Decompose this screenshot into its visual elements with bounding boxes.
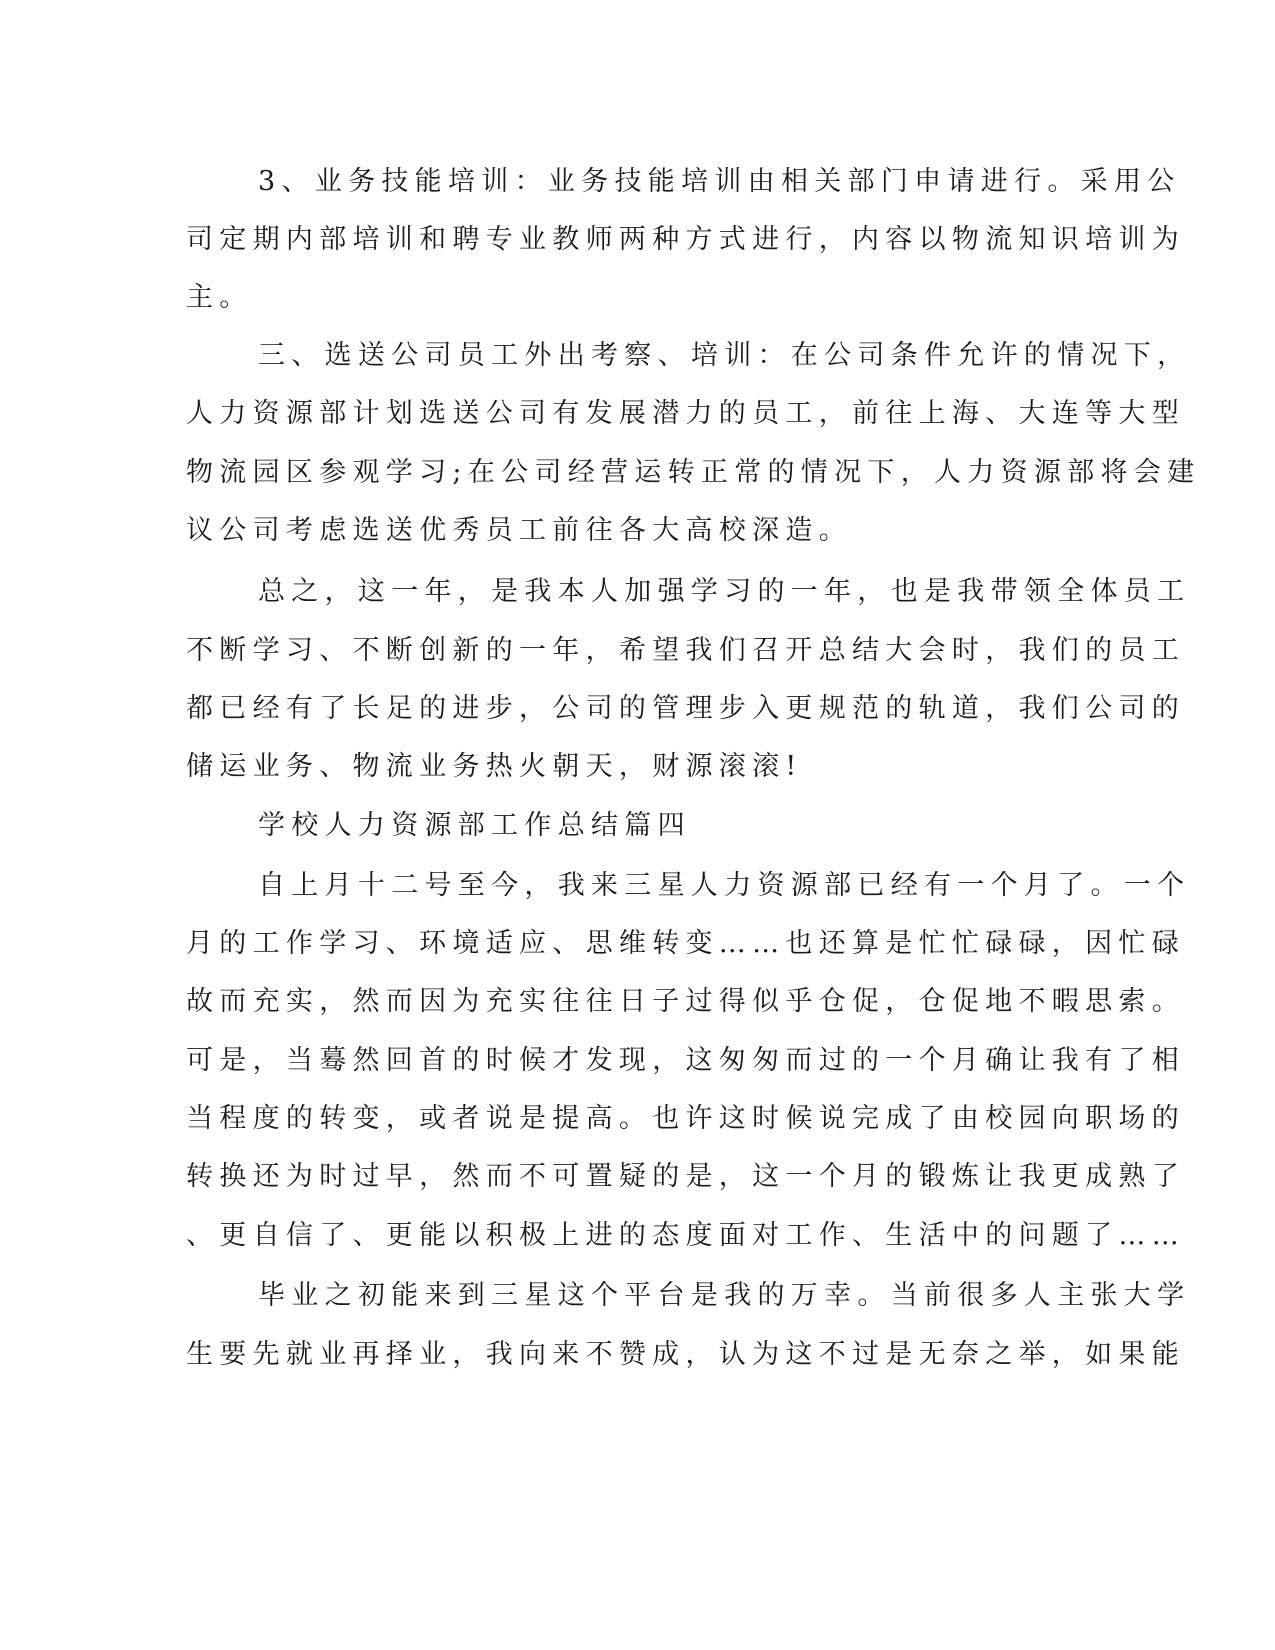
text-line: 议公司考虑选送优秀员工前往各大高校深造。: [186, 515, 852, 546]
section-heading: 学校人力资源部工作总结篇四: [258, 810, 691, 841]
text-line: 三、选送公司员工外出考察、培训：在公司条件允许的情况下，: [258, 340, 1191, 371]
text-line: 、更自信了、更能以积极上进的态度面对工作、生活中的问题了……: [186, 1220, 1185, 1251]
text-line: 故而充实，然而因为充实往往日子过得似乎仓促，仓促地不暇思索。: [186, 986, 1185, 1017]
text-line: 当程度的转变，或者说是提高。也许这时候说完成了由校园向职场的: [186, 1103, 1185, 1134]
text-line: 可是，当蓦然回首的时候才发现，这匆匆而过的一个月确让我有了相: [186, 1045, 1185, 1076]
text-line: 都已经有了长足的进步，公司的管理步入更规范的轨道，我们公司的: [186, 693, 1185, 724]
text-line: 3、业务技能培训：业务技能培训由相关部门申请进行。采用公: [258, 166, 1181, 197]
text-line: 生要先就业再择业，我向来不赞成，认为这不过是无奈之举，如果能: [186, 1339, 1185, 1370]
text-line: 总之，这一年，是我本人加强学习的一年，也是我带领全体员工: [258, 576, 1191, 607]
text-line: 自上月十二号至今，我来三星人力资源部已经有一个月了。一个: [258, 870, 1191, 901]
text-line: 月的工作学习、环境适应、思维转变……也还算是忙忙碌碌，因忙碌: [186, 928, 1185, 959]
text-line: 司定期内部培训和聘专业教师两种方式进行，内容以物流知识培训为: [186, 224, 1185, 255]
text-line: 不断学习、不断创新的一年，希望我们召开总结大会时，我们的员工: [186, 635, 1185, 666]
text-line: 转换还为时过早，然而不可置疑的是，这一个月的锻炼让我更成熟了: [186, 1161, 1185, 1192]
text-line: 主。: [186, 282, 253, 313]
text-line: 物流园区参观学习;在公司经营运转正常的情况下，人力资源部将会建: [186, 457, 1201, 488]
text-line: 储运业务、物流业务热火朝天，财源滚滚!: [186, 751, 803, 782]
text-line: 人力资源部计划选送公司有发展潜力的员工，前往上海、大连等大型: [186, 398, 1185, 429]
text-line: 毕业之初能来到三星这个平台是我的万幸。当前很多人主张大学: [258, 1280, 1191, 1311]
